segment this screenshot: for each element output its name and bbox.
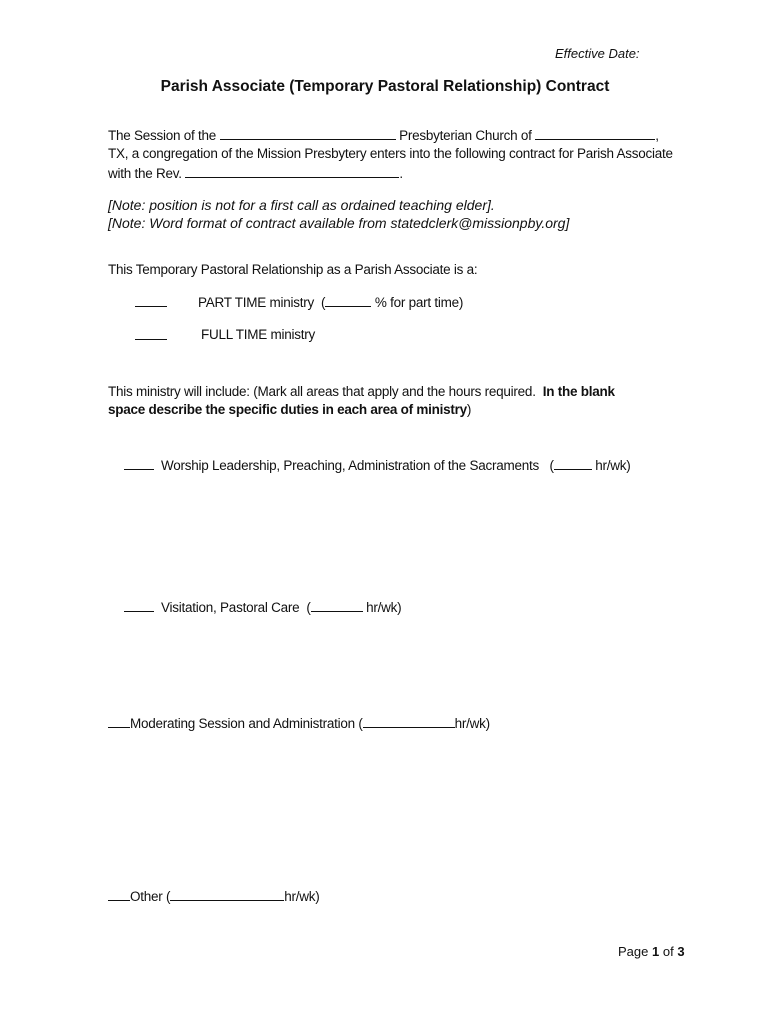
page-total: 3: [677, 944, 685, 959]
intro-rev-text: with the Rev.: [108, 166, 182, 181]
page-of: of: [662, 944, 674, 959]
worship-hours-blank[interactable]: [554, 457, 592, 470]
ministry-area-moderating: [108, 715, 490, 731]
part-time-row-text: [198, 294, 463, 310]
ministry-intro-close: ): [466, 402, 472, 417]
part-time-pct-open: (: [321, 295, 326, 310]
intro-session-text: The Session of the: [108, 128, 217, 143]
other-label: Other (: [130, 889, 171, 904]
other-hours-blank[interactable]: [170, 888, 284, 901]
visitation-hours-blank[interactable]: [311, 599, 363, 612]
intro-period: .: [399, 166, 403, 181]
worship-hours-unit: hr/wk): [595, 458, 631, 473]
session-name-blank[interactable]: [220, 127, 396, 140]
ministry-intro-bold-1: In the blank: [542, 384, 615, 399]
page-word: Page: [618, 944, 649, 959]
church-city-blank[interactable]: [535, 127, 655, 140]
part-time-checkbox-blank[interactable]: [135, 294, 167, 307]
part-time-percent-blank[interactable]: [325, 294, 371, 307]
effective-date-label: Effective Date:: [555, 46, 640, 61]
intro-line-1: [108, 127, 659, 143]
part-time-row: [135, 294, 167, 310]
full-time-label: FULL TIME ministry: [201, 327, 316, 342]
ministry-area-worship: [124, 457, 631, 473]
ministry-intro-bold-2: space describe the specific duties in each area of ministry: [108, 402, 467, 417]
rev-name-blank[interactable]: [185, 165, 399, 178]
full-time-checkbox-blank[interactable]: [135, 327, 167, 340]
relationship-label: This Temporary Pastoral Relationship as a Parish Associate is a:: [108, 262, 478, 277]
other-check-blank[interactable]: [108, 888, 130, 901]
part-time-pct-text: % for part time): [374, 295, 464, 310]
moderating-hours-unit: hr/wk): [454, 716, 490, 731]
page-title: Parish Associate (Temporary Pastoral Relationship) Contract: [160, 78, 610, 95]
note-word-format: [Note: Word format of contract available from statedclerk@missionpby.org]: [108, 215, 570, 231]
ministry-intro-plain: This ministry will include: (Mark all areas that apply and the hours required.: [108, 384, 536, 399]
worship-label: Worship Leadership, Preaching, Administration of the Sacraments: [161, 458, 539, 473]
moderating-check-blank[interactable]: [108, 715, 130, 728]
page-current: 1: [652, 944, 660, 959]
ministry-intro-line-1: [108, 384, 615, 399]
visitation-hours-unit: hr/wk): [366, 600, 402, 615]
intro-church-text: Presbyterian Church of: [399, 128, 532, 143]
intro-line-2: TX, a congregation of the Mission Presbytery enters into the following contract for Parish Associate: [108, 146, 673, 161]
visitation-label: Visitation, Pastoral Care: [161, 600, 300, 615]
note-first-call: [Note: position is not for a first call as ordained teaching elder].: [108, 197, 495, 213]
worship-hours-open: (: [549, 458, 554, 473]
ministry-area-visitation: [124, 599, 401, 615]
full-time-row: [135, 327, 167, 343]
intro-comma: ,: [655, 128, 659, 143]
ministry-intro-line-2: [108, 402, 471, 417]
other-hours-unit: hr/wk): [284, 889, 320, 904]
moderating-hours-blank[interactable]: [363, 715, 455, 728]
worship-check-blank[interactable]: [124, 457, 154, 470]
visitation-check-blank[interactable]: [124, 599, 154, 612]
part-time-label: PART TIME ministry: [198, 295, 315, 310]
intro-line-3: [108, 165, 403, 181]
moderating-label: Moderating Session and Administration (: [130, 716, 363, 731]
visitation-hours-open: (: [306, 600, 311, 615]
page-number: [618, 944, 685, 959]
ministry-area-other: [108, 888, 320, 904]
